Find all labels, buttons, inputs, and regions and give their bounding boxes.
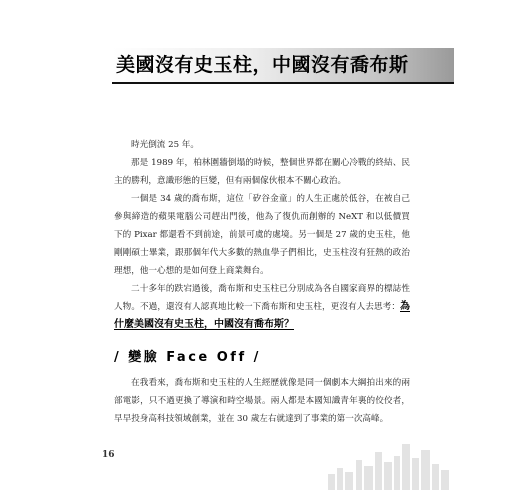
body-paragraph: 那是 1989 年，柏林圍牆倒塌的時候，整個世界都在關心冷戰的終結、民主的勝利，意識形態的巨變，但有兩個傢伙根本不關心政治。 xyxy=(114,158,410,186)
emphasized-question: 為什麼美國沒有史玉柱，中國沒有喬布斯？ xyxy=(114,301,410,330)
city-skyline-watermark xyxy=(300,430,460,490)
page-number: 16 xyxy=(102,450,115,460)
intro-text-block xyxy=(114,136,410,334)
section-heading: / 變臉 Face Off / xyxy=(114,350,261,365)
title-underline xyxy=(112,82,454,84)
body-paragraph: 一個是 34 歲的喬布斯，這位「矽谷金童」的人生正處於低谷，在被自己參與締造的蘋果電腦公司趕出門後，他為了復仇而創辦的 NeXT 和以低價買下的 Pixar 都還看不到前途，前景可虞的處境。另一個是 27 歲的史玉柱，他剛剛碩士畢業，跟那個年代大多數的熱血學子們相比，史玉柱沒有狂熱的政治理想，他一心想的是如何登上商業舞台。 xyxy=(114,194,410,276)
body-paragraph: 時光倒流 25 年。 xyxy=(131,140,199,150)
section-text-block xyxy=(114,374,410,428)
body-paragraph: 在我看來，喬布斯和史玉柱的人生經歷就像是同一個劇本大綱拍出來的兩部電影，只不過更換了導演和時空場景。兩人都是本國知識青年裏的佼佼者，早早投身高科技領域創業，並在 30 歲左右就達到了事業的第一次高峰。 xyxy=(114,378,410,424)
question-paragraph xyxy=(114,280,410,334)
chapter-title-bar xyxy=(112,48,454,84)
chapter-title: 美國沒有史玉柱，中國沒有喬布斯 xyxy=(116,54,409,76)
question-lead-text: 二十多年的跌宕過後，喬布斯和史玉柱已分別成為各自國家商界的標誌性人物。不過，還沒有人認真地比較一下喬布斯和史玉柱，更沒有人去思考： xyxy=(114,284,410,312)
